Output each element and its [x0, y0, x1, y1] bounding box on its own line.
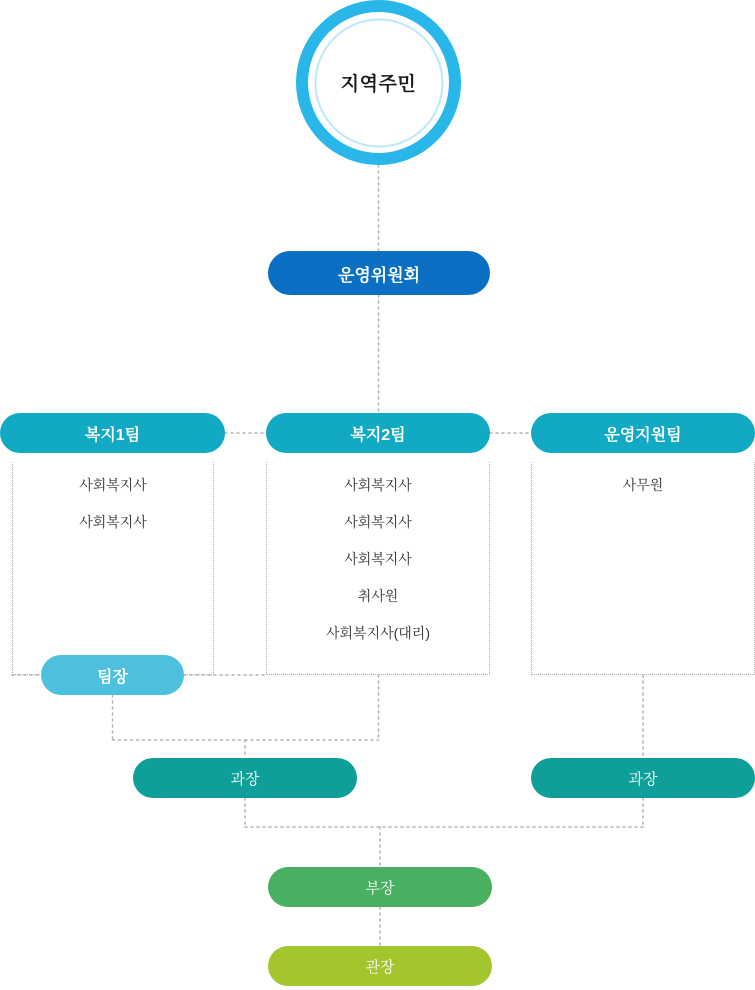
node-team-leader-label: 팀장: [97, 668, 128, 686]
node-team-operations-support[interactable]: [531, 413, 755, 453]
node-residents[interactable]: [296, 0, 461, 165]
node-residents-label: 지역주민: [340, 74, 417, 95]
node-team-welfare-1[interactable]: [0, 413, 225, 453]
staff-item: 취사원: [357, 588, 399, 604]
node-section-chief-left[interactable]: [133, 758, 357, 798]
node-director[interactable]: [268, 946, 492, 986]
staff-item: 사회복지사: [344, 551, 412, 567]
node-department-head-label: 부장: [365, 879, 395, 897]
node-team-leader[interactable]: [41, 655, 184, 695]
staff-list-team-welfare-1: [12, 462, 214, 675]
staff-item: 사회복지사: [344, 514, 412, 530]
staff-item: 사회복지사: [344, 477, 412, 493]
staff-item: 사회복지사: [79, 514, 147, 530]
node-operating-committee-label: 운영위원회: [337, 265, 421, 285]
node-team-welfare-2-label: 복지2팀: [350, 426, 406, 444]
staff-item: 사무원: [622, 477, 664, 493]
node-team-operations-support-label: 운영지원팀: [604, 426, 682, 444]
staff-item: 사회복지사: [79, 477, 147, 493]
staff-list-team-welfare-2: [266, 462, 490, 675]
staff-item: 사회복지사(대리): [326, 625, 430, 641]
node-director-label: 관장: [365, 958, 395, 976]
node-section-chief-right[interactable]: [531, 758, 755, 798]
node-operating-committee[interactable]: [268, 251, 490, 295]
node-team-welfare-1-label: 복지1팀: [84, 426, 141, 444]
node-section-chief-left-label: 과장: [230, 770, 260, 788]
node-department-head[interactable]: [268, 867, 492, 907]
staff-list-team-operations-support: [531, 462, 755, 675]
node-team-welfare-2[interactable]: [266, 413, 490, 453]
node-section-chief-right-label: 과장: [628, 770, 658, 788]
